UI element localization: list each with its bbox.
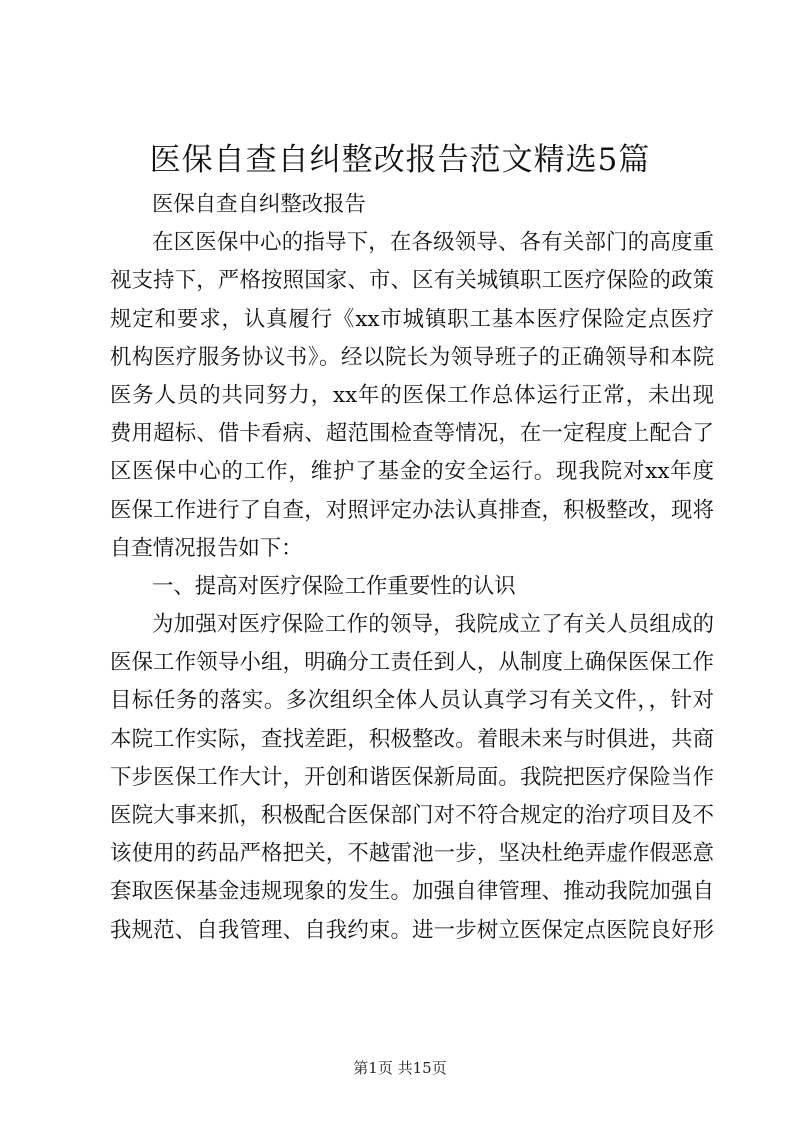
body-line: 该使用的药品严格把关，不越雷池一步，坚决杜绝弄虚作假恶意: [110, 841, 714, 867]
page-footer: 第1页 共15页: [353, 1059, 447, 1077]
document-body: [110, 186, 714, 950]
body-line: 视支持下，严格按照国家、市、区有关城镇职工医疗保险的政策: [110, 268, 714, 294]
body-line: 机构医疗服务协议书》。经以院长为领导班子的正确领导和本院: [110, 344, 714, 370]
body-line: 费用超标、借卡看病、超范围检查等情况，在一定程度上配合了: [110, 421, 714, 447]
section-heading: 一、提高对医疗保险工作重要性的认识: [152, 573, 516, 599]
body-line: 我规范、自我管理、自我约束。进一步树立医保定点医院良好形: [110, 917, 714, 943]
body-line: 为加强对医疗保险工作的领导，我院成立了有关人员组成的: [152, 612, 714, 638]
body-line: 在区医保中心的指导下，在各级领导、各有关部门的高度重: [152, 230, 714, 256]
body-line: 医保工作进行了自查，对照评定办法认真排查，积极整改，现将: [110, 497, 714, 523]
body-line: 医保工作领导小组，明确分工责任到人，从制度上确保医保工作: [110, 650, 714, 676]
body-line: 目标任务的落实。多次组织全体人员认真学习有关文件，，针对: [110, 688, 714, 714]
body-line: 医务人员的共同努力，xx年的医保工作总体运行正常，未出现: [110, 382, 714, 408]
body-line: 本院工作实际，查找差距，积极整改。着眼未来与时俱进，共商: [110, 726, 714, 752]
body-line: 自查情况报告如下：: [110, 535, 303, 561]
section-subtitle: 医保自查自纠整改报告: [152, 192, 366, 217]
document-title: 医保自查自纠整改报告范文精选5篇: [149, 142, 651, 178]
body-line: 区医保中心的工作，维护了基金的安全运行。现我院对xx年度: [110, 459, 714, 485]
body-line: 套取医保基金违规现象的发生。加强自律管理、推动我院加强自: [110, 879, 714, 905]
body-line: 下步医保工作大计，开创和谐医保新局面。我院把医疗保险当作: [110, 764, 714, 790]
body-line: 医院大事来抓，积极配合医保部门对不符合规定的治疗项目及不: [110, 803, 714, 828]
body-line: 规定和要求，认真履行《xx市城镇职工基本医疗保险定点医疗: [110, 306, 714, 332]
